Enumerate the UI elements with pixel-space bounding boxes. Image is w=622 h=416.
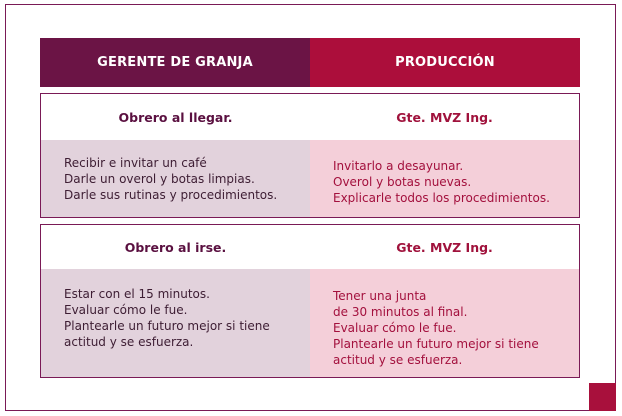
section-title-row [41,225,579,269]
task-line: Evaluar cómo le fue. [333,321,457,335]
section-obrero-al-irse [40,224,580,378]
produccion-tasks-cell [310,140,579,217]
task-line: Evaluar cómo le fue. [64,303,188,317]
task-line: de 30 minutos al final. [333,305,468,319]
produccion-tasks-cell [310,269,579,377]
task-line: Plantearle un futuro mejor si tiene [64,319,270,333]
gerente-tasks-cell [41,269,310,377]
section-title-left: Obrero al llegar. [118,109,233,125]
task-line: Recibir e invitar un café [64,156,207,170]
section-title-right: Gte. MVZ Ing. [396,239,493,255]
section-body-row [41,140,579,217]
task-line: Overol y botas nuevas. [333,175,472,189]
section-title-right: Gte. MVZ Ing. [396,109,493,125]
task-line: Plantearle un futuro mejor si tiene [333,337,539,351]
section-body-row [41,269,579,377]
section-title-row [41,94,579,140]
corner-accent [589,383,616,411]
section-obrero-al-llegar [40,93,580,218]
task-line: Estar con el 15 minutos. [64,287,210,301]
gerente-tasks-cell [41,140,310,217]
task-line: Darle sus rutinas y procedimientos. [64,188,278,202]
section-title-left: Obrero al irse. [124,239,227,255]
task-line: actitud y se esfuerza. [333,353,463,367]
header-gerente-de-granja: GERENTE DE GRANJA [40,38,310,87]
task-line: Invitarlo a desayunar. [333,159,464,173]
header-produccion: PRODUCCIÓN [310,38,580,87]
task-line: actitud y se esfuerza. [64,335,194,349]
task-line: Darle un overol y botas limpias. [64,172,255,186]
task-line: Tener una junta [333,289,427,303]
task-line: Explicarle todos los procedimientos. [333,191,550,205]
